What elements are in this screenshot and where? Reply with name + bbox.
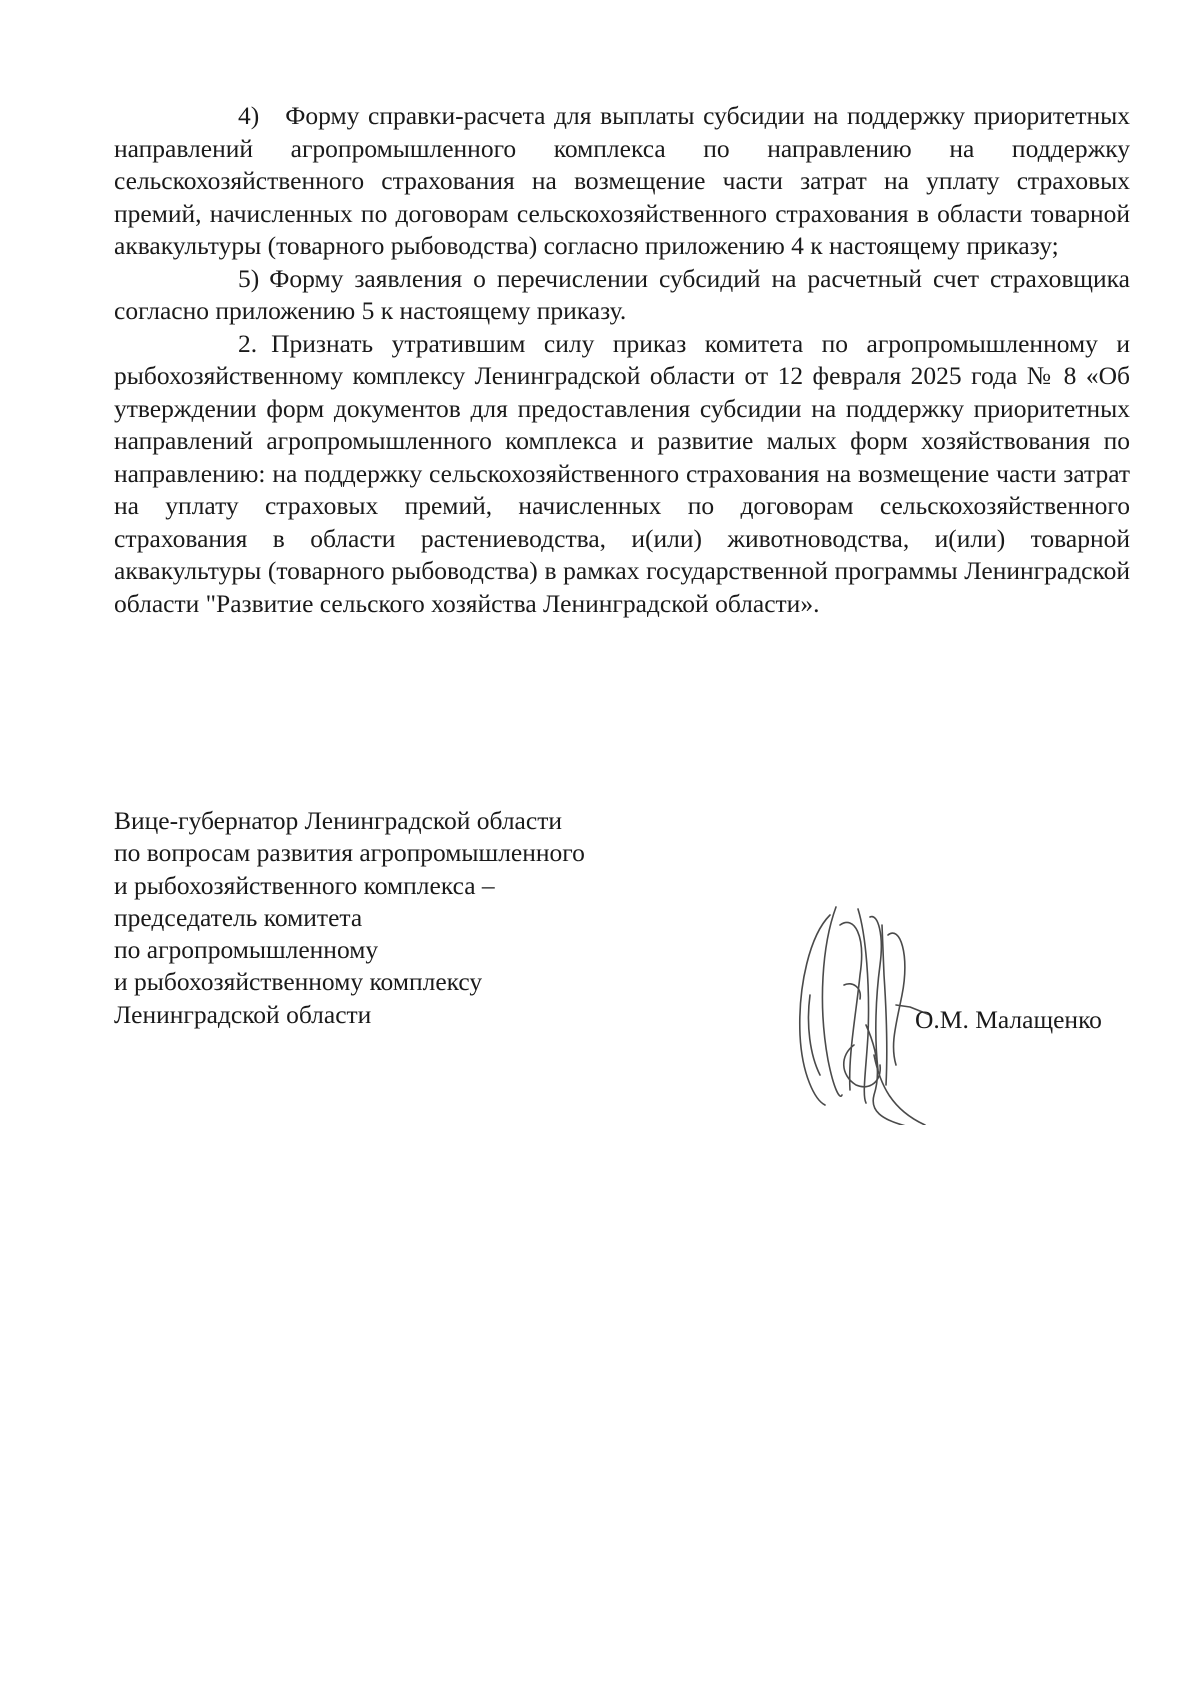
list-item-5-text: Форму заявления о перечислении субсидий на расчетный счет страховщика согласно приложению 5 к настоящему приказу. xyxy=(114,263,1130,325)
position-line: председатель комитета xyxy=(114,902,363,932)
list-item-4-number: 4) xyxy=(238,101,260,130)
position-line: Ленинградской области xyxy=(114,999,372,1029)
position-line: и рыбохозяйственному комплексу xyxy=(114,967,483,997)
point-2-text: Признать утратившим силу приказ комитета по агропромышленному и рыбохозяйственному комплексу Ленинградской области от 12 февраля 2025 года № 8 «Об утверждении форм документов для предоставления субсидии на поддержку приоритетных направлений агропромышленного комплекса и развитие малых форм хозяйствования по направлению: на поддержку сельскохозяйственного страхования на возмещение части затрат на уплату страховых премий, начисленных по договорам сельскохозяйственного страхования в области растениеводства, и(или) животноводства, и(или) товарной аквакультуры (товарного рыбоводства) в рамках государственной программы Ленинградской области "Развитие сельского хозяйства Ленинградской области». xyxy=(114,328,1130,618)
list-item-5-number: 5) xyxy=(238,263,260,293)
document-body xyxy=(114,100,1130,620)
point-2-number: 2. xyxy=(238,328,258,358)
point-2 xyxy=(114,328,1130,621)
position-line: и рыбохозяйственного комплекса – xyxy=(114,870,495,900)
list-item-4-text: Форму справки-расчета для выплаты субсидии на поддержку приоритетных направлений агропромышленного комплекса по направлению на поддержку сельскохозяйственного страхования на возмещение части затрат на уплату страховых премий, начисленных по договорам сельскохозяйственного страхования в области товарной аквакультуры (товарного рыбоводства) согласно приложению 4 к настоящему приказу; xyxy=(114,101,1130,260)
signer-name: О.М. Малащенко xyxy=(915,1005,1102,1034)
list-item-5 xyxy=(114,263,1130,328)
list-item-4 xyxy=(114,100,1130,263)
position-line: Вице-губернатор Ленинградской области xyxy=(114,806,562,835)
signatory-position xyxy=(114,805,674,1031)
position-line: по агропромышленному xyxy=(114,935,379,965)
position-line: по вопросам развития агропромышленного xyxy=(114,838,585,868)
